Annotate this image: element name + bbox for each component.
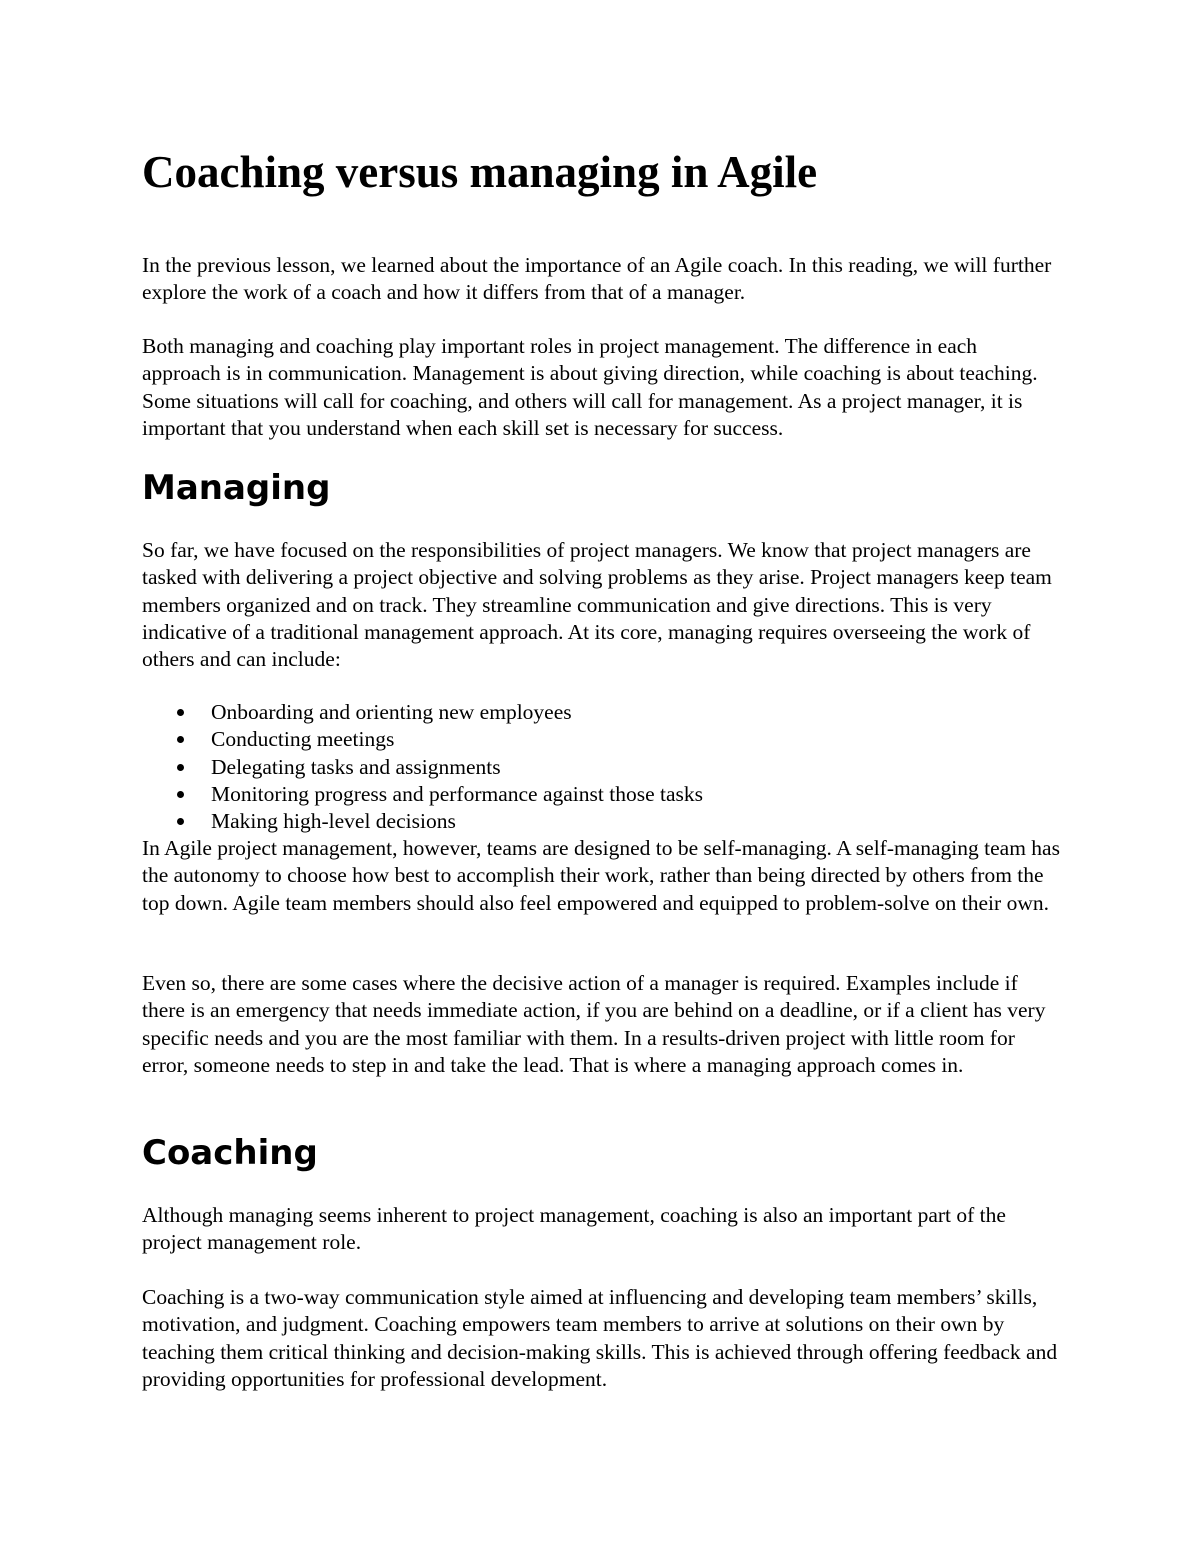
list-item-text: Onboarding and orienting new employees (211, 700, 572, 724)
list-item-text: Conducting meetings (211, 727, 395, 752)
coaching-paragraph-1: Although managing seems inherent to project management, coaching is also an important part of the project management role. (142, 1203, 1006, 1255)
list-item (142, 699, 1060, 726)
list-item (142, 781, 1060, 808)
bullet-dot-icon (177, 764, 184, 771)
coaching-paragraph-2: Coaching is a two-way communication style aimed at influencing and developing team members’ skills, motivation, and judgment. Coaching empowers team members to arrive at solutions on their own by teaching them critical thinking and decision-making skills. This is achieved through offering feedback and providing opportunities for professional development. (142, 1285, 1058, 1391)
list-item (142, 754, 1060, 781)
intro-paragraph-2: Both managing and coaching play important roles in project management. The difference in each approach is in communication. Management is about giving direction, while coaching is about teaching. Some situations will call for coaching, and others will call for management. As a project manager, it is important that you understand when each skill set is necessary for success. (142, 334, 1038, 440)
coaching-heading: Coaching (142, 1133, 318, 1173)
bullet-dot-icon (177, 736, 184, 743)
list-item-text: Monitoring progress and performance against those tasks (211, 781, 703, 806)
list-item (142, 808, 1060, 835)
intro-paragraph-1: In the previous lesson, we learned about the importance of an Agile coach. In this reading, we will further explore the work of a coach and how it differs from that of a manager. (142, 253, 1052, 305)
managing-paragraph-3: Even so, there are some cases where the decisive action of a manager is required. Examples include if there is an emergency that needs immediate action, if you are behind on a deadline, or if a client has very specific needs and you are the most familiar with them. In a results-driven project with little room for error, someone needs to step in and take the lead. That is where a managing approach comes in. (142, 971, 1046, 1077)
list-item-text: Delegating tasks and assignments (211, 754, 501, 779)
bullet-dot-icon (177, 709, 184, 716)
managing-paragraph-1: So far, we have focused on the responsibilities of project managers. We know that project managers are tasked with delivering a project objective and solving problems as they arise. Project managers keep team members organized and on track. They streamline communication and give directions. This is very indicative of a traditional management approach. At its core, managing requires overseeing the work of others and can include: (142, 538, 1052, 672)
bullet-dot-icon (177, 791, 184, 798)
list-item (142, 726, 1060, 753)
managing-bullet-list (142, 699, 1060, 835)
managing-paragraph-2: In Agile project management, however, teams are designed to be self-managing. A self-managing team has the autonomy to choose how best to accomplish their work, rather than being directed by others from the top down. Agile team members should also feel empowered and equipped to problem-solve on their own. (142, 836, 1060, 915)
managing-heading: Managing (142, 468, 331, 508)
list-item-text: Making high-level decisions (211, 809, 456, 834)
page-title: Coaching versus managing in Agile (142, 147, 818, 197)
bullet-dot-icon (177, 818, 184, 825)
